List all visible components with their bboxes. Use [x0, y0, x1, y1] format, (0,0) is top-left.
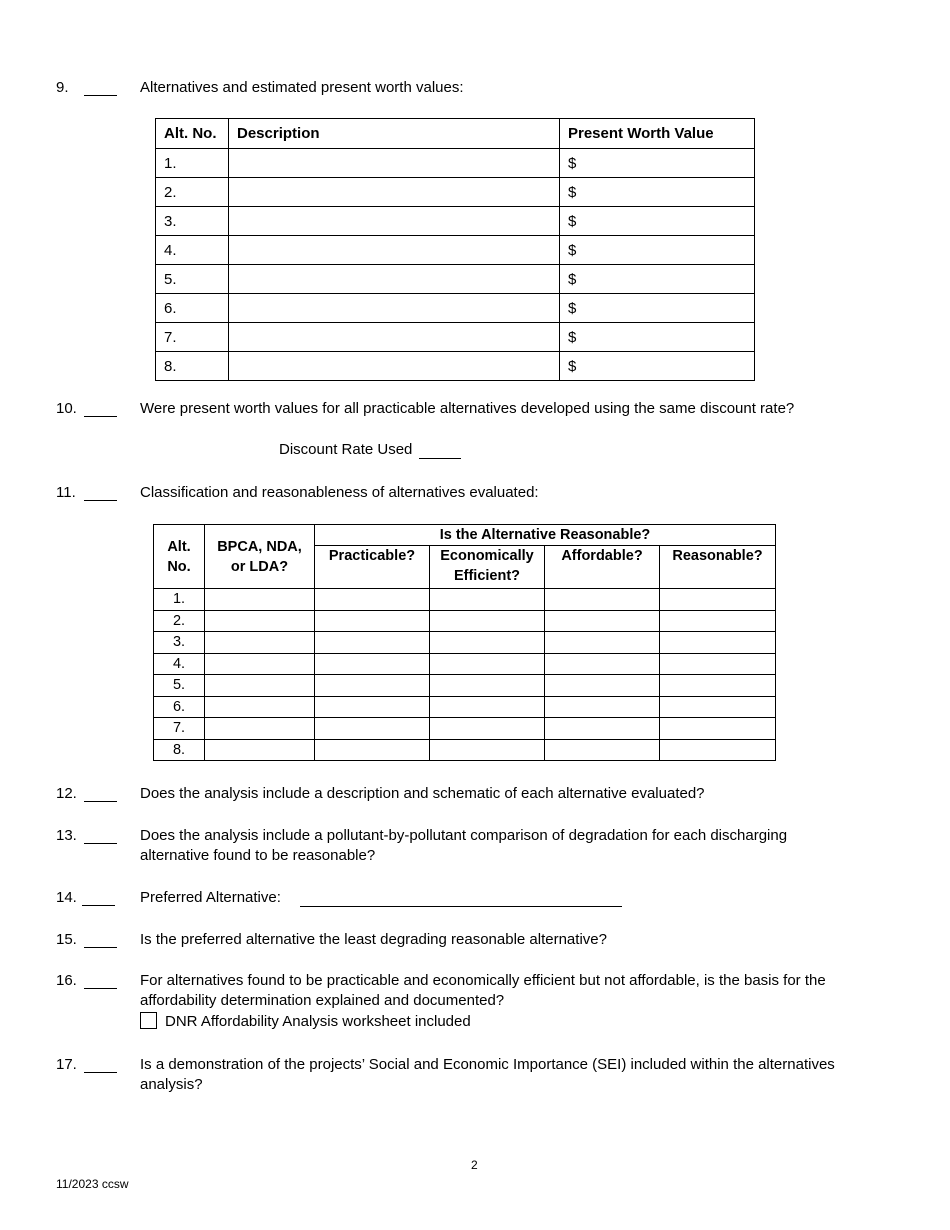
alt-no-cell: 6. — [154, 696, 205, 718]
col-group-reasonable: Is the Alternative Reasonable? — [315, 525, 776, 546]
alt-no-cell: 7. — [156, 323, 229, 352]
col-present-worth: Present Worth Value — [560, 119, 755, 149]
table-row — [154, 653, 776, 675]
present-worth-cell[interactable]: $ — [560, 294, 755, 323]
q17-number: 17. — [56, 1056, 77, 1073]
q14-number: 14. — [56, 889, 77, 906]
affordable-cell[interactable] — [545, 632, 660, 654]
economically-efficient-cell[interactable] — [430, 739, 545, 761]
affordable-cell[interactable] — [545, 696, 660, 718]
classification-cell[interactable] — [205, 675, 315, 697]
q16-answer-blank[interactable] — [84, 974, 117, 989]
q11-text: Classification and reasonableness of alternatives evaluated: — [140, 484, 539, 501]
alt-no-cell: 2. — [154, 610, 205, 632]
table-row — [156, 149, 755, 178]
q10-answer-blank[interactable] — [84, 402, 117, 417]
q11-answer-blank[interactable] — [84, 486, 117, 501]
practicable-cell[interactable] — [315, 696, 430, 718]
q16-line2: affordability determination explained and documented? — [140, 992, 505, 1009]
economically-efficient-cell[interactable] — [430, 696, 545, 718]
practicable-cell[interactable] — [315, 610, 430, 632]
col-alt-no — [154, 525, 205, 589]
alt-no-cell: 8. — [154, 739, 205, 761]
practicable-cell[interactable] — [315, 632, 430, 654]
description-cell[interactable] — [229, 178, 560, 207]
practicable-cell[interactable] — [315, 653, 430, 675]
affordability-checkbox-row — [140, 1012, 826, 1032]
q17-line2: analysis? — [140, 1076, 203, 1093]
table-row — [156, 323, 755, 352]
practicable-cell[interactable] — [315, 589, 430, 611]
affordable-cell[interactable] — [545, 589, 660, 611]
table-row — [154, 610, 776, 632]
alt-no-cell: 5. — [156, 265, 229, 294]
reasonable-cell[interactable] — [660, 589, 776, 611]
table-row — [156, 294, 755, 323]
q13-number: 13. — [56, 827, 77, 844]
economically-efficient-cell[interactable] — [430, 718, 545, 740]
table-header-row — [156, 119, 755, 149]
reasonable-cell[interactable] — [660, 610, 776, 632]
discount-rate-label: Discount Rate Used — [279, 441, 413, 458]
economically-efficient-cell[interactable] — [430, 675, 545, 697]
q14-answer-blank[interactable] — [82, 891, 115, 906]
present-worth-cell[interactable]: $ — [560, 149, 755, 178]
economically-efficient-cell[interactable] — [430, 589, 545, 611]
q15-text: Is the preferred alternative the least degrading reasonable alternative? — [140, 931, 607, 948]
description-cell[interactable] — [229, 265, 560, 294]
affordable-cell[interactable] — [545, 718, 660, 740]
economically-efficient-cell[interactable] — [430, 653, 545, 675]
alt-no-cell: 3. — [156, 207, 229, 236]
col-econ-line1: Economically — [440, 548, 534, 564]
present-worth-cell[interactable]: $ — [560, 265, 755, 294]
col-affordable: Affordable? — [545, 546, 660, 589]
q10-text: Were present worth values for all practicable alternatives developed using the same discount rate? — [140, 400, 795, 417]
economically-efficient-cell[interactable] — [430, 610, 545, 632]
practicable-cell[interactable] — [315, 718, 430, 740]
table-row — [156, 352, 755, 381]
description-cell[interactable] — [229, 323, 560, 352]
alt-no-cell: 4. — [154, 653, 205, 675]
q12-number: 12. — [56, 785, 77, 802]
q17-answer-blank[interactable] — [84, 1058, 117, 1073]
page-number: 2 — [471, 1158, 478, 1172]
table-row — [154, 632, 776, 654]
alt-no-cell: 5. — [154, 675, 205, 697]
q16-line1: For alternatives found to be practicable and economically efficient but not affordable, is the basis for the — [140, 972, 826, 989]
discount-rate-field[interactable] — [419, 444, 461, 459]
q17-line1: Is a demonstration of the projects’ Social and Economic Importance (SEI) included within the alternatives — [140, 1056, 835, 1073]
alt-no-cell: 3. — [154, 632, 205, 654]
present-worth-cell[interactable]: $ — [560, 207, 755, 236]
practicable-cell[interactable] — [315, 675, 430, 697]
present-worth-cell[interactable]: $ — [560, 323, 755, 352]
q13-answer-blank[interactable] — [84, 829, 117, 844]
present-worth-cell[interactable]: $ — [560, 236, 755, 265]
reasonable-cell[interactable] — [660, 739, 776, 761]
affordable-cell[interactable] — [545, 739, 660, 761]
classification-table — [153, 524, 776, 761]
col-alt-no: Alt. No. — [156, 119, 229, 149]
col-classification-line2: or LDA? — [230, 559, 289, 575]
col-practicable: Practicable? — [315, 546, 430, 589]
col-classification-line1: BPCA, NDA, — [217, 539, 302, 555]
affordable-cell[interactable] — [545, 610, 660, 632]
q9-text: Alternatives and estimated present worth values: — [140, 79, 464, 96]
reasonable-cell[interactable] — [660, 696, 776, 718]
alt-no-cell: 1. — [154, 589, 205, 611]
classification-cell[interactable] — [205, 739, 315, 761]
q14-text: Preferred Alternative: — [140, 889, 281, 906]
present-worth-cell[interactable]: $ — [560, 352, 755, 381]
q13-line1: Does the analysis include a pollutant-by-pollutant comparison of degradation for each discharging — [140, 827, 788, 844]
q9-number-text: 9. — [56, 79, 69, 96]
reasonable-cell[interactable] — [660, 718, 776, 740]
col-econ-line2: Efficient? — [453, 568, 521, 584]
q10-number: 10. — [56, 400, 77, 417]
revision-label: 11/2023 ccsw — [56, 1177, 129, 1191]
classification-cell[interactable] — [205, 589, 315, 611]
description-cell[interactable] — [229, 294, 560, 323]
reasonable-cell[interactable] — [660, 632, 776, 654]
affordability-checkbox-label: DNR Affordability Analysis worksheet included — [165, 1013, 471, 1030]
classification-cell[interactable] — [205, 610, 315, 632]
description-cell[interactable] — [229, 236, 560, 265]
col-description: Description — [229, 119, 560, 149]
alt-no-cell: 8. — [156, 352, 229, 381]
table-row — [156, 265, 755, 294]
practicable-cell[interactable] — [315, 739, 430, 761]
table-row — [154, 696, 776, 718]
q16-text — [140, 971, 826, 1032]
affordable-cell[interactable] — [545, 675, 660, 697]
q13-text — [140, 826, 787, 866]
reasonable-cell[interactable] — [660, 653, 776, 675]
table-row — [156, 178, 755, 207]
alt-no-cell: 2. — [156, 178, 229, 207]
col-economically-efficient — [430, 546, 545, 589]
table-row — [154, 718, 776, 740]
table-row — [156, 236, 755, 265]
q13-line2: alternative found to be reasonable? — [140, 847, 376, 864]
preferred-alternative-field[interactable] — [300, 892, 622, 907]
present-worth-table — [155, 118, 755, 381]
economically-efficient-cell[interactable] — [430, 632, 545, 654]
reasonable-cell[interactable] — [660, 675, 776, 697]
classification-cell[interactable] — [205, 632, 315, 654]
q16-number: 16. — [56, 972, 77, 989]
q12-answer-blank[interactable] — [84, 787, 117, 802]
col-alt-no-line1: Alt. — [167, 539, 191, 555]
affordability-checkbox[interactable] — [140, 1012, 157, 1029]
classification-cell[interactable] — [205, 696, 315, 718]
affordable-cell[interactable] — [545, 653, 660, 675]
table-row — [154, 589, 776, 611]
q11-number: 11. — [56, 484, 76, 501]
q9-number — [56, 79, 69, 96]
table-row — [156, 207, 755, 236]
alt-no-cell: 4. — [156, 236, 229, 265]
description-cell[interactable] — [229, 352, 560, 381]
q9-answer-blank[interactable] — [84, 81, 117, 96]
q17-text — [140, 1055, 835, 1095]
q15-number: 15. — [56, 931, 77, 948]
col-classification — [205, 525, 315, 589]
table-header-row — [154, 525, 776, 546]
q12-text: Does the analysis include a description and schematic of each alternative evaluated? — [140, 785, 705, 802]
alt-no-cell: 7. — [154, 718, 205, 740]
table-row — [154, 739, 776, 761]
alt-no-cell: 6. — [156, 294, 229, 323]
present-worth-cell[interactable]: $ — [560, 178, 755, 207]
col-reasonable: Reasonable? — [660, 546, 776, 589]
classification-cell[interactable] — [205, 653, 315, 675]
alt-no-cell: 1. — [156, 149, 229, 178]
col-alt-no-line2: No. — [167, 559, 191, 575]
q15-answer-blank[interactable] — [84, 933, 117, 948]
table-row — [154, 675, 776, 697]
description-cell[interactable] — [229, 207, 560, 236]
description-cell[interactable] — [229, 149, 560, 178]
classification-cell[interactable] — [205, 718, 315, 740]
